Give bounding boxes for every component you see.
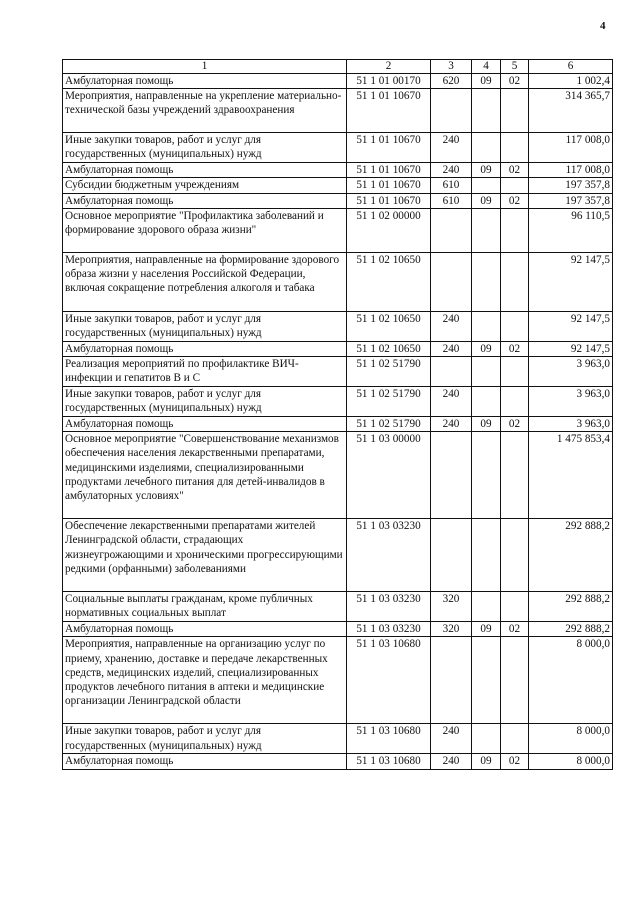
table-row [63, 622, 613, 637]
row-subsection: 02 [501, 193, 529, 208]
row-expense-type: 610 [431, 193, 472, 208]
row-amount: 197 357,8 [529, 178, 613, 193]
row-code: 51 1 02 51790 [347, 357, 431, 387]
row-amount: 3 963,0 [529, 417, 613, 432]
row-name: Социальные выплаты гражданам, кроме публичных нормативных социальных выплат [63, 592, 347, 622]
table-row [63, 74, 613, 89]
row-subsection [501, 311, 529, 341]
column-header: 5 [501, 60, 529, 74]
row-subsection [501, 637, 529, 724]
row-name: Иные закупки товаров, работ и услуг для государственных (муниципальных) нужд [63, 387, 347, 417]
row-section [472, 724, 501, 754]
table-row [63, 432, 613, 519]
table-row [63, 417, 613, 432]
row-expense-type: 240 [431, 387, 472, 417]
column-header: 6 [529, 60, 613, 74]
row-amount: 117 008,0 [529, 163, 613, 178]
row-section: 09 [472, 622, 501, 637]
row-amount: 8 000,0 [529, 754, 613, 769]
table-row [63, 193, 613, 208]
row-expense-type: 240 [431, 311, 472, 341]
row-expense-type: 240 [431, 133, 472, 163]
row-amount: 292 888,2 [529, 592, 613, 622]
column-header: 1 [63, 60, 347, 74]
row-subsection [501, 357, 529, 387]
row-amount: 314 365,7 [529, 89, 613, 133]
row-section: 09 [472, 341, 501, 356]
row-section [472, 178, 501, 193]
row-expense-type [431, 252, 472, 311]
table-row [63, 387, 613, 417]
column-header: 3 [431, 60, 472, 74]
page-number: 4 [600, 20, 606, 32]
row-code: 51 1 03 03230 [347, 519, 431, 592]
row-section [472, 311, 501, 341]
row-expense-type: 240 [431, 417, 472, 432]
row-name: Амбулаторная помощь [63, 163, 347, 178]
row-expense-type: 240 [431, 754, 472, 769]
row-subsection [501, 89, 529, 133]
row-name: Амбулаторная помощь [63, 74, 347, 89]
row-subsection [501, 178, 529, 193]
row-name: Субсидии бюджетным учреждениям [63, 178, 347, 193]
row-code: 51 1 03 10680 [347, 637, 431, 724]
row-code: 51 1 01 10670 [347, 89, 431, 133]
row-name: Мероприятия, направленные на организацию услуг по приему, хранению, доставке и передаче лекарственных средств, медицинских изделий, специализированных продуктов лечебного питания в аптеки и медицинские организации Ленинградской области [63, 637, 347, 724]
row-section [472, 519, 501, 592]
row-subsection: 02 [501, 74, 529, 89]
row-expense-type [431, 432, 472, 519]
row-name: Мероприятия, направленные на формирование здорового образа жизни у населения Российской Федерации, включая сокращение потребления алкоголя и табака [63, 252, 347, 311]
table-row [63, 252, 613, 311]
budget-table [62, 59, 613, 770]
row-section [472, 252, 501, 311]
row-expense-type [431, 89, 472, 133]
row-section: 09 [472, 417, 501, 432]
row-name: Основное мероприятие "Совершенствование механизмов обеспечения населения лекарственными препаратами, медицинскими изделиями, специализированными продуктами лечебного питания для детей-инвалидов в амбулаторных условиях" [63, 432, 347, 519]
row-amount: 8 000,0 [529, 637, 613, 724]
row-subsection [501, 432, 529, 519]
row-amount: 1 002,4 [529, 74, 613, 89]
row-section [472, 592, 501, 622]
row-name: Иные закупки товаров, работ и услуг для государственных (муниципальных) нужд [63, 311, 347, 341]
table-row [63, 637, 613, 724]
row-section [472, 387, 501, 417]
row-code: 51 1 03 00000 [347, 432, 431, 519]
row-amount: 3 963,0 [529, 357, 613, 387]
row-code: 51 1 02 10650 [347, 311, 431, 341]
row-name: Иные закупки товаров, работ и услуг для государственных (муниципальных) нужд [63, 133, 347, 163]
row-subsection: 02 [501, 754, 529, 769]
row-expense-type: 240 [431, 341, 472, 356]
table-row [63, 208, 613, 252]
row-expense-type: 320 [431, 622, 472, 637]
row-amount: 1 475 853,4 [529, 432, 613, 519]
column-header: 4 [472, 60, 501, 74]
row-code: 51 1 02 51790 [347, 417, 431, 432]
row-amount: 197 357,8 [529, 193, 613, 208]
row-code: 51 1 02 10650 [347, 252, 431, 311]
row-section [472, 133, 501, 163]
column-header: 2 [347, 60, 431, 74]
row-expense-type [431, 637, 472, 724]
row-section: 09 [472, 754, 501, 769]
table-row [63, 133, 613, 163]
table-row [63, 724, 613, 754]
row-name: Основное мероприятие "Профилактика заболеваний и формирование здорового образа жизни" [63, 208, 347, 252]
row-name: Амбулаторная помощь [63, 193, 347, 208]
row-name: Реализация мероприятий по профилактике ВИЧ-инфекции и гепатитов В и С [63, 357, 347, 387]
row-amount: 117 008,0 [529, 133, 613, 163]
row-subsection [501, 519, 529, 592]
row-code: 51 1 03 03230 [347, 592, 431, 622]
table-row [63, 178, 613, 193]
row-code: 51 1 01 10670 [347, 178, 431, 193]
row-code: 51 1 01 00170 [347, 74, 431, 89]
row-section [472, 357, 501, 387]
row-expense-type [431, 357, 472, 387]
row-code: 51 1 02 51790 [347, 387, 431, 417]
row-section [472, 89, 501, 133]
row-code: 51 1 03 10680 [347, 754, 431, 769]
row-amount: 92 147,5 [529, 252, 613, 311]
table-row [63, 341, 613, 356]
row-expense-type: 320 [431, 592, 472, 622]
table-row [63, 357, 613, 387]
row-expense-type: 240 [431, 163, 472, 178]
table-row [63, 89, 613, 133]
row-name: Амбулаторная помощь [63, 754, 347, 769]
row-amount: 3 963,0 [529, 387, 613, 417]
row-amount: 92 147,5 [529, 311, 613, 341]
row-name: Иные закупки товаров, работ и услуг для государственных (муниципальных) нужд [63, 724, 347, 754]
table-row [63, 519, 613, 592]
row-section: 09 [472, 74, 501, 89]
row-name: Амбулаторная помощь [63, 341, 347, 356]
row-amount: 8 000,0 [529, 724, 613, 754]
row-section [472, 208, 501, 252]
row-section: 09 [472, 193, 501, 208]
row-subsection [501, 592, 529, 622]
row-code: 51 1 01 10670 [347, 133, 431, 163]
row-subsection [501, 724, 529, 754]
header-row [63, 60, 613, 74]
row-section: 09 [472, 163, 501, 178]
row-name: Обеспечение лекарственными препаратами жителей Ленинградской области, страдающих жизнеугрожающими и хроническими прогрессирующими редкими (орфанными) заболеваниями [63, 519, 347, 592]
row-expense-type: 610 [431, 178, 472, 193]
row-amount: 92 147,5 [529, 341, 613, 356]
row-section [472, 637, 501, 724]
table-row [63, 592, 613, 622]
row-expense-type: 620 [431, 74, 472, 89]
row-subsection: 02 [501, 163, 529, 178]
row-subsection [501, 252, 529, 311]
row-code: 51 1 01 10670 [347, 193, 431, 208]
row-code: 51 1 01 10670 [347, 163, 431, 178]
table-row [63, 311, 613, 341]
row-amount: 96 110,5 [529, 208, 613, 252]
row-subsection [501, 387, 529, 417]
row-subsection: 02 [501, 622, 529, 637]
table-row [63, 163, 613, 178]
row-subsection [501, 133, 529, 163]
row-name: Мероприятия, направленные на укрепление материально-технической базы учреждений здравоохранения [63, 89, 347, 133]
row-name: Амбулаторная помощь [63, 417, 347, 432]
row-amount: 292 888,2 [529, 622, 613, 637]
row-expense-type [431, 208, 472, 252]
row-subsection: 02 [501, 417, 529, 432]
row-code: 51 1 02 10650 [347, 341, 431, 356]
table-row [63, 754, 613, 769]
row-subsection [501, 208, 529, 252]
row-expense-type [431, 519, 472, 592]
row-amount: 292 888,2 [529, 519, 613, 592]
row-code: 51 1 03 03230 [347, 622, 431, 637]
row-code: 51 1 03 10680 [347, 724, 431, 754]
row-name: Амбулаторная помощь [63, 622, 347, 637]
row-code: 51 1 02 00000 [347, 208, 431, 252]
row-subsection: 02 [501, 341, 529, 356]
row-section [472, 432, 501, 519]
row-expense-type: 240 [431, 724, 472, 754]
